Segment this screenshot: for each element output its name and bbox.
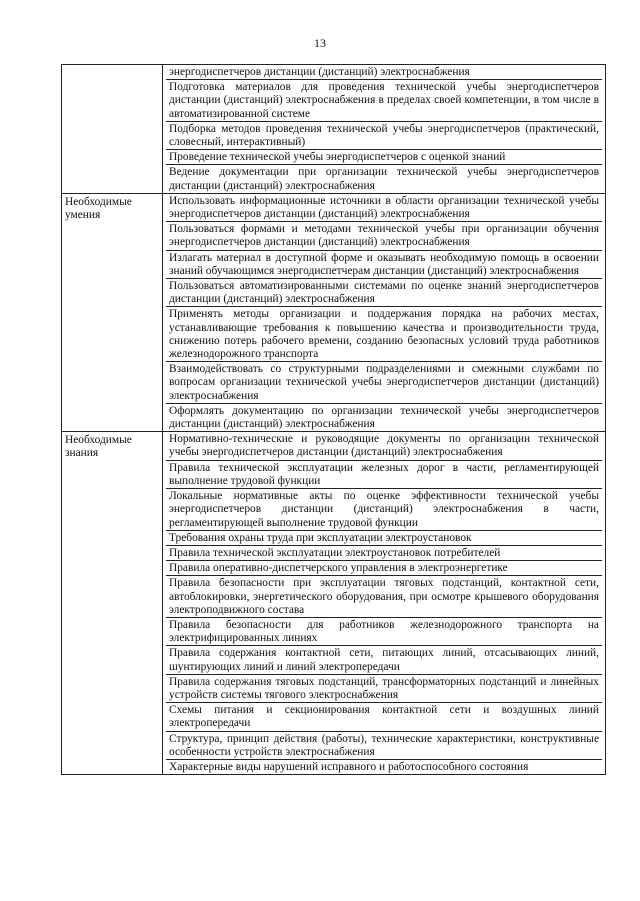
page-number: 13: [314, 36, 326, 50]
row-label: [65, 65, 159, 67]
list-item: Правила технической эксплуатации электроустановок потребителей: [166, 546, 602, 561]
list-item: Взаимодействовать со структурными подразделениями и смежными службами по вопросам организации технической учебы энергодиспетчеров дистанции (дистанций) электроснабжения: [166, 362, 602, 404]
list-item: Нормативно-технические и руководящие документы по организации технической учебы энергодиспетчеров дистанции (дистанций) электроснабжения: [166, 432, 602, 460]
row-label: Необходимые умения: [65, 195, 132, 222]
list-item: Схемы питания и секционирования контактной сети и воздушных линий электропередачи: [166, 703, 602, 731]
list-item: Оформлять документацию по организации технической учебы энергодиспетчеров дистанции (дистанций) электроснабжения: [169, 404, 599, 431]
table-row: [62, 65, 606, 194]
row-content-cell: [163, 193, 606, 431]
list-item: Правила безопасности для работников железнодорожного транспорта на электрифицированных линиях: [166, 618, 602, 646]
list-item: Применять методы организации и поддержания порядка на рабочих местах, устанавливающие требования к повышению качества и производительности труда, снижению потерь рабочего времени, созданию безопасных условий труда работников железнодорожного транспорта: [166, 307, 602, 362]
list-item: Правила оперативно-диспетчерского управления в электроэнергетике: [166, 561, 602, 576]
list-item: Пользоваться формами и методами технической учебы при организации обучения энергодиспетчеров дистанции (дистанций) электроснабжения: [166, 222, 602, 250]
list-item: Правила технической эксплуатации железных дорог в части, регламентирующей выполнение трудовой функции: [166, 461, 602, 489]
competency-table: [61, 64, 606, 775]
list-item: Использовать информационные источники в области организации технической учебы энергодиспетчеров дистанции (дистанций) электроснабжения: [166, 194, 602, 222]
table-row: [62, 193, 606, 431]
row-content-cell: [163, 65, 606, 194]
row-label-cell: [62, 65, 163, 194]
row-label: Необходимые знания: [65, 434, 132, 460]
table-row: [62, 432, 606, 775]
list-item: Правила безопасности при эксплуатации тяговых подстанций, контактной сети, автоблокировки, энергетического оборудования, при осмотре крышевого оборудования электроподвижного состава: [166, 576, 602, 618]
list-item: Характерные виды нарушений исправного и работоспособного состояния: [169, 760, 529, 773]
list-item: Структура, принцип действия (работы), технические характеристики, конструктивные особенности устройств электроснабжения: [166, 732, 602, 760]
list-item: Пользоваться автоматизированными системами по оценке знаний энергодиспетчеров дистанции (дистанций) электроснабжения: [166, 279, 602, 307]
list-item: Правила содержания контактной сети, питающих линий, отсасывающих линий, шунтирующих линий и линий электропередачи: [166, 646, 602, 674]
list-item: Излагать материал в доступной форме и оказывать необходимую помощь в освоении знаний обучающимся энергодиспетчерам дистанции (дистанций) электроснабжения: [166, 251, 602, 279]
list-item: энергодиспетчеров дистанции (дистанций) электроснабжения: [166, 65, 602, 80]
row-label-cell: [62, 432, 163, 775]
list-item: Проведение технической учебы энергодиспетчеров с оценкой знаний: [166, 150, 602, 165]
list-item: Требования охраны труда при эксплуатации электроустановок: [166, 531, 602, 546]
list-item: Ведение документации при организации технической учебы энергодиспетчеров дистанции (дистанций) электроснабжения: [169, 166, 599, 192]
list-item: Локальные нормативные акты по оценке эффективности технической учебы энергодиспетчеров дистанции (дистанций) электроснабжения в части, регламентирующей выполнение трудовой функции: [166, 489, 602, 531]
list-item: Правила содержания тяговых подстанций, трансформаторных подстанций и линейных устройств системы тягового электроснабжения: [166, 675, 602, 703]
list-item: Подготовка материалов для проведения технической учебы энергодиспетчеров дистанции (дистанций) электроснабжения в пределах своей компетенции, в том числе в автоматизированной системе: [166, 80, 602, 122]
list-item: Подборка методов проведения технической учебы энергодиспетчеров (практический, словесный, интерактивный): [166, 122, 602, 150]
row-label-cell: [62, 193, 163, 431]
row-content-cell: [163, 432, 606, 775]
